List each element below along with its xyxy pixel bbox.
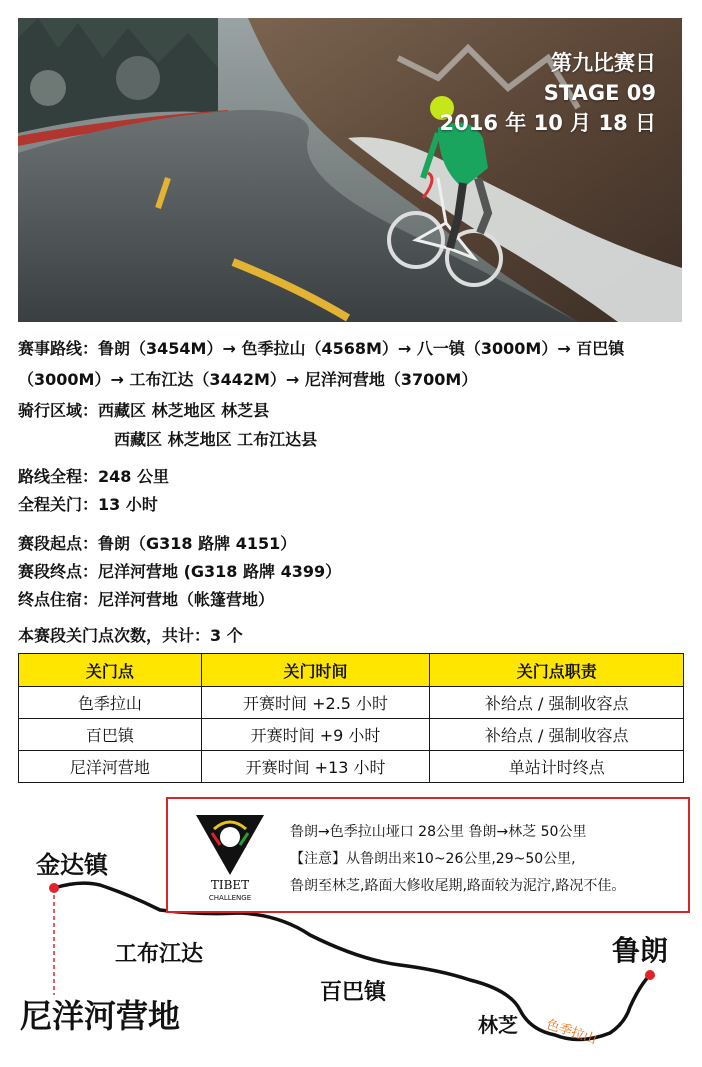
stage-date: 2016 年 10 月 18 日 — [439, 111, 656, 135]
tibet-challenge-logo — [194, 811, 266, 903]
logo-text-challenge: CHALLENGE — [208, 894, 252, 902]
start-value: 鲁朗（G318 路牌 4151） — [98, 534, 297, 553]
table-row — [19, 687, 684, 719]
table-row — [19, 751, 684, 783]
table-cell: 单站计时终点 — [430, 751, 684, 783]
route-map — [0, 785, 702, 1067]
distance-label: 路线全程： — [18, 467, 99, 486]
region-value-1: 西藏区 林芝地区 林芝县 — [98, 401, 270, 420]
end-line — [18, 561, 341, 583]
table-cell: 开赛时间 +9 小时 — [201, 719, 430, 751]
region-label: 骑行区域： — [18, 401, 99, 420]
route-label: 赛事路线： — [18, 339, 99, 358]
cutoff-label: 全程关门： — [18, 495, 99, 514]
checkpoint-summary: 本赛段关门点次数，共计：3 个 — [18, 626, 243, 645]
route-text: 鲁朗（3454M）→ 色季拉山（4568M）→ 八一镇（3000M）→ 百巴镇（3000M）→ 工布江达（3442M）→ 尼洋河营地（3700M） — [18, 339, 625, 389]
end-label: 赛段终点： — [18, 562, 99, 581]
region-value-2: 西藏区 林芝地区 工布江达县 — [114, 430, 318, 449]
lodging-label: 终点住宿： — [18, 590, 99, 609]
place-baiba: 百巴镇 — [320, 980, 387, 1005]
logo-text-tibet: TIBET — [210, 878, 250, 892]
stage-heading — [440, 48, 656, 138]
notice-line-3: 鲁朗至林芝,路面大修收尾期,路面较为泥泞,路况不佳。 — [290, 878, 626, 894]
notice-text — [290, 819, 625, 900]
table-header-row — [19, 654, 684, 687]
column-header: 关门点职责 — [430, 654, 684, 687]
place-jinda: 金达镇 — [36, 851, 108, 879]
notice-line-1: 鲁朗→色季拉山垭口 28公里 鲁朗→林芝 50公里 — [290, 824, 587, 840]
lodging-line — [18, 589, 274, 611]
notice-box — [166, 797, 690, 913]
table-cell: 补给点 / 强制收容点 — [430, 719, 684, 751]
stage-number: STAGE 09 — [543, 81, 656, 105]
place-linzhi: 林芝 — [478, 1013, 518, 1037]
notice-line-2: 【注意】从鲁朗出来10~26公里,29~50公里, — [290, 851, 576, 867]
table-cell: 色季拉山 — [19, 687, 202, 719]
distance-line — [18, 466, 169, 488]
jinda-marker — [49, 883, 59, 893]
table-cell: 百巴镇 — [19, 719, 202, 751]
place-gongbu: 工布江达 — [115, 942, 204, 967]
cutoff-value: 13 小时 — [98, 495, 158, 514]
cutoff-line — [18, 494, 158, 516]
checkpoint-table — [18, 653, 684, 783]
hero-photo — [18, 18, 682, 322]
table-row — [19, 719, 684, 751]
lodging-value: 尼洋河营地（帐篷营地） — [98, 590, 275, 609]
route-line — [18, 333, 688, 395]
column-header: 关门时间 — [201, 654, 430, 687]
place-nyang: 尼洋河营地 — [20, 997, 181, 1035]
stage-day-label: 第九比赛日 — [551, 51, 656, 75]
end-value: 尼洋河营地 (G318 路牌 4399） — [98, 562, 342, 581]
start-line — [18, 533, 296, 555]
start-label: 赛段起点： — [18, 534, 99, 553]
lulang-marker — [645, 970, 655, 980]
table-cell: 开赛时间 +2.5 小时 — [201, 687, 430, 719]
column-header: 关门点 — [19, 654, 202, 687]
place-sejila: 色季拉山 — [544, 1017, 599, 1048]
place-lulang: 鲁朗 — [612, 934, 669, 967]
region-line-1 — [18, 400, 269, 422]
table-cell: 尼洋河营地 — [19, 751, 202, 783]
table-cell: 补给点 / 强制收容点 — [430, 687, 684, 719]
distance-value: 248 公里 — [98, 467, 169, 486]
table-cell: 开赛时间 +13 小时 — [201, 751, 430, 783]
